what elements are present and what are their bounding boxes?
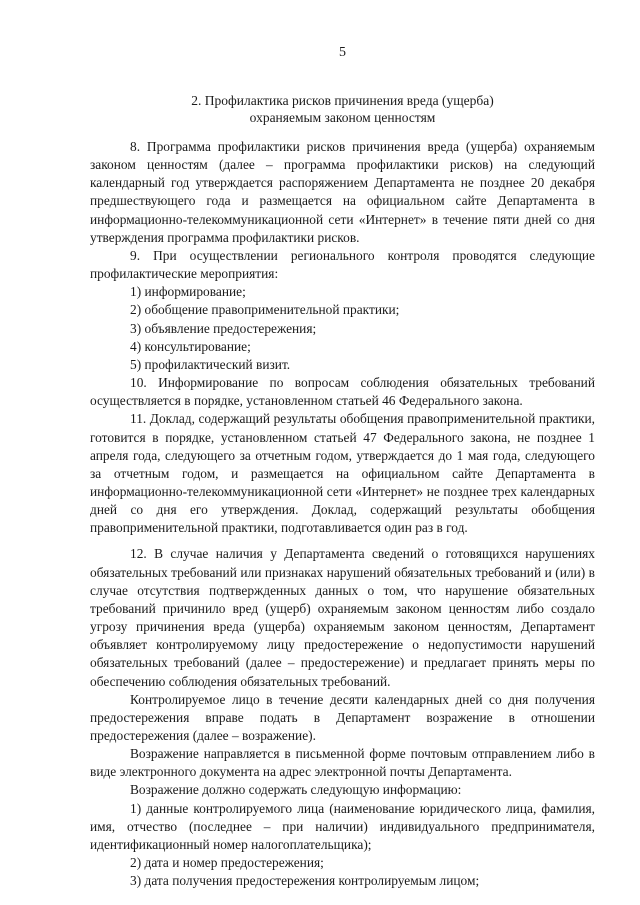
section-title xyxy=(90,92,595,126)
list-item: 2) обобщение правоприменительной практики; xyxy=(130,302,400,318)
page-number: 5 xyxy=(339,45,346,60)
list-item: 3) дата получения предостережения контролируемым лицом; xyxy=(130,873,480,889)
list-item: 1) информирование; xyxy=(130,284,246,300)
list-item: 5) профилактический визит. xyxy=(130,356,291,372)
paragraph-12: 12. В случае наличия у Департамента сведений о готовящихся нарушениях обязательных требований или признаках нарушений обязательных требований и (или) в случае отсутствия подтвержденных данных о том, что нарушение обязательных требований причинило вред (ущерб) охраняемым законом ценностям либо создало угрозу причинения вреда (ущерба) охраняемым законом ценностям, Департамент объявляет контролируемому лицу предостережение о недопустимости нарушений обязательных требований (далее – предостережение) и предлагает принять меры по обеспечению соблюдения обязательных требований. xyxy=(90,546,595,689)
paragraph-10: 10. Информирование по вопросам соблюдения обязательных требований осуществляется в порядке, установленном статьей 46 Федерального закона. xyxy=(90,375,595,409)
list-item: 3) объявление предостережения; xyxy=(130,320,317,336)
paragraph-objection-form: Возражение направляется в письменной форме почтовым отправлением либо в виде электронного документа на адрес электронной почты Департамента. xyxy=(90,746,595,780)
section-title-line-2: охраняемым законом ценностям xyxy=(249,110,436,125)
paragraph-objection-content: Возражение должно содержать следующую информацию: xyxy=(130,782,462,798)
list-item: 1) данные контролируемого лица (наименование юридического лица, фамилия, имя, отчество (последнее – при наличии) индивидуального предпринимателя, идентификационный номер налогоплательщика); xyxy=(90,800,595,852)
list-item: 2) дата и номер предостережения; xyxy=(130,855,324,871)
paragraph-11: 11. Доклад, содержащий результаты обобщения правоприменительной практики, готовится в порядке, установленном статьей 47 Федерального закона, не позднее 1 апреля года, следующего за отчетным годом, утверждается до 1 мая года, следующего за отчетным годом, и размещается на официальном сайте Департамента в информационно-телекоммуникационной сети «Интернет» не позднее трех календарных дней со дня его утверждения. Доклад, содержащий результаты обобщения правоприменительной практики, подготавливается один раз в год. xyxy=(90,411,595,536)
paragraph-8: 8. Программа профилактики рисков причинения вреда (ущерба) охраняемым законом ценностям (далее – программа профилактики рисков) на следующий календарный год утверждается распоряжением Департамента не позднее 20 декабря предшествующего года и размещается на официальном сайте Департамента в информационно-телекоммуникационной сети «Интернет» в течение пяти дней со дня утверждения программа профилактики рисков. xyxy=(90,139,595,245)
section-title-line-1: 2. Профилактика рисков причинения вреда (ущерба) xyxy=(191,93,494,108)
paragraph-9: 9. При осуществлении регионального контроля проводятся следующие профилактические мероприятия: xyxy=(90,247,595,282)
document-body xyxy=(90,138,595,890)
paragraph-objection-right: Контролируемое лицо в течение десяти календарных дней со дня получения предостережения вправе подать в Департамент возражение в отношении предостережения (далее – возражение). xyxy=(90,691,595,743)
list-item: 4) консультирование; xyxy=(130,338,251,354)
